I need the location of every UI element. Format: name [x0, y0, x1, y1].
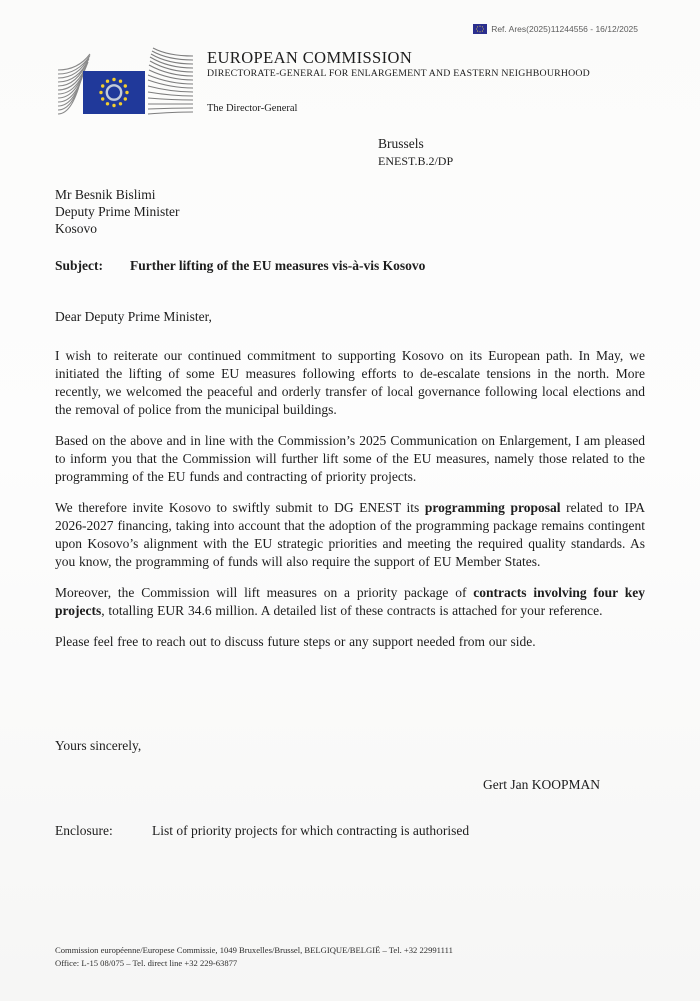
enclosure-label: Enclosure:: [55, 823, 113, 838]
place: Brussels: [378, 136, 424, 151]
registration-ref: [473, 24, 638, 34]
unit-reference: ENEST.B.2/DP: [378, 153, 454, 168]
paragraph-3-text: We therefore invite Kosovo to swiftly submit to DG ENEST its: [55, 500, 425, 515]
enclosure-text: List of priority projects for which contracting is authorised: [152, 823, 470, 838]
paragraph-3-bold: programming proposal: [424, 500, 561, 515]
addressee-country: Kosovo: [55, 221, 98, 236]
paragraph-2: Based on the above and in line with the Commission’s 2025 Communication on Enlargement, I am pleased to inform you that the Commission will further lift some of the EU measures, namely those related to the programming of the EU funds and contracting of priority projects.: [55, 433, 645, 484]
paragraph-1: I wish to reiterate our continued commitment to supporting Kosovo on its European path. In May, we initiated the lifting of some EU measures following efforts to de-escalate tensions in the north. More recently, we welcomed the peaceful and orderly transfer of local governance following local elections and the removal of police from the municipal buildings.: [55, 348, 645, 417]
ref-text: Ref. Ares(2025)11244556 - 16/12/2025: [491, 24, 638, 34]
eu-flag: [83, 71, 145, 114]
subject-label: Subject:: [55, 258, 103, 273]
footer-line-2: Office: L-15 08/075 – Tel. direct line +32 229-63877: [55, 957, 238, 968]
subject-line: [55, 258, 425, 274]
salutation: Dear Deputy Prime Minister,: [55, 309, 212, 324]
addressee-name: Mr Besnik Bislimi: [55, 187, 156, 202]
valediction: Yours sincerely,: [55, 738, 142, 753]
dateline: [378, 136, 453, 169]
subject-text: Further lifting of the EU measures vis-à-vis Kosovo: [130, 258, 426, 273]
footer-line-1: Commission européenne/Europese Commissie, 1049 Bruxelles/Brussel, BELGIQUE/BELGIË – Tel. +32 22991111: [55, 945, 453, 955]
footer-address: [55, 944, 453, 969]
addressee-block: [55, 186, 180, 237]
paragraph-3-text-cont: related to IPA 2026-2027 financing, taking into account that the adoption of the programming package remains contingent upon Kosovo’s alignment with the EU strategic priorities and meeting the required quality standards. As you know, the programming of funds will also require the support of EU Member States.: [55, 500, 645, 569]
addressee-title: Deputy Prime Minister: [55, 204, 180, 219]
paragraph-5: Please feel free to reach out to discuss future steps or any support needed from our side.: [55, 634, 536, 649]
paragraph-4-text-cont: , totalling EUR 34.6 million. A detailed list of these contracts is attached for your reference.: [101, 603, 603, 618]
eu-flag-icon: [473, 24, 487, 34]
paragraph-4: [55, 584, 645, 620]
european-commission-logo: [58, 44, 193, 126]
signatory-title: The Director-General: [207, 103, 298, 114]
paragraph-3: [55, 499, 645, 571]
letterhead: [207, 48, 590, 80]
enclosure-line: [55, 823, 469, 839]
institution-name: EUROPEAN COMMISSION: [207, 48, 413, 67]
paragraph-4-text: Moreover, the Commission will lift measures on a priority package of: [55, 585, 474, 600]
signature-name: Gert Jan KOOPMAN: [483, 777, 600, 792]
letter-body: [55, 347, 645, 664]
directorate-name: DIRECTORATE-GENERAL FOR ENLARGEMENT AND EASTERN NEIGHBOURHOOD: [207, 68, 590, 79]
paragraph-4-bold: contracts involving four key projects: [55, 585, 645, 618]
